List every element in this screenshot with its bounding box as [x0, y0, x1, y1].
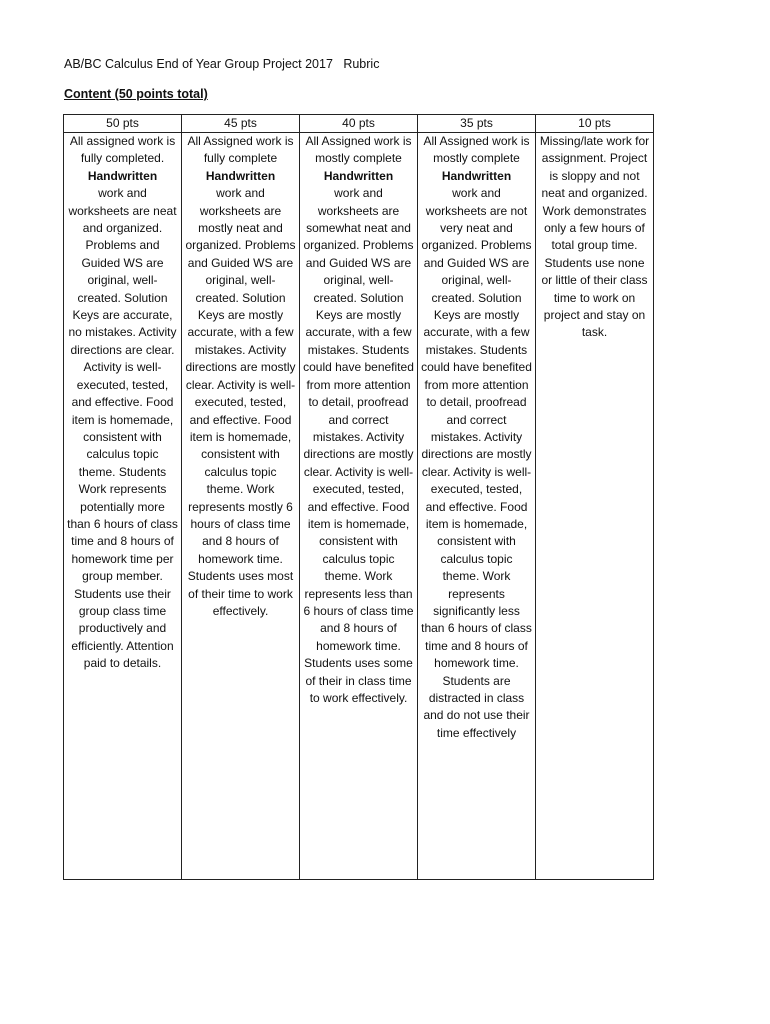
rubric-header-50: 50 pts [64, 115, 182, 133]
cell-lead-text: All assigned work is fully completed. [69, 134, 176, 166]
rubric-criteria-row [64, 133, 654, 880]
rubric-header-35: 35 pts [418, 115, 536, 133]
cell-emphasis-text: Handwritten [323, 168, 394, 183]
rubric-cell-45 [182, 133, 300, 880]
cell-body-text: work and worksheets are mostly neat and organized. Problems and Guided WS are original, well-created. Solution Keys are mostly accurate, with a few mistakes. Activity directions are mostly clear. Activity is well-executed, tested, and effective. Food item is homemade, consistent with calculus topic theme. Work represents mostly 6 hours of class time and 8 hours of homework time. Students uses most of their time to work effectively. [185, 186, 296, 618]
rubric-header-10: 10 pts [536, 115, 654, 133]
rubric-table [63, 114, 654, 880]
cell-emphasis-text: Handwritten [205, 168, 276, 183]
document-title: AB/BC Calculus End of Year Group Project 2017 Rubric [64, 57, 380, 71]
cell-body-text: work and worksheets are somewhat neat and organized. Problems and Guided WS are original, well-created. Solution Keys are mostly accurate, with a few mistakes. Students could have benefited from more attention to detail, proofread and correct mistakes. Activity directions are mostly clear. Activity is well-executed, tested, and effective. Food item is homemade, consistent with calculus topic theme. Work represents less than 6 hours of class time and 8 hours of homework time. Students uses some of their in class time to work effectively. [303, 186, 414, 705]
cell-lead-text: Missing/late work for assignment. Project is sloppy and not neat and organized. Work demonstrates only a few hours of total group time. Students use none or little of their class time to work on project and stay on task. [539, 134, 650, 340]
cell-body-text: work and worksheets are not very neat and organized. Problems and Guided WS are original, well-created. Solution Keys are mostly accurate, with a few mistakes. Students could have benefited from more attention to detail, proofread and correct mistakes. Activity directions are mostly clear. Activity is well-executed, tested, and effective. Food item is homemade, consistent with calculus topic theme. Work represents significantly less than 6 hours of class time and 8 hours of homework time. Students are distracted in class and do not use their time effectively [421, 186, 532, 740]
section-heading: Content (50 points total) [64, 87, 208, 101]
rubric-cell-35 [418, 133, 536, 880]
rubric-header-45: 45 pts [182, 115, 300, 133]
rubric-cell-50 [64, 133, 182, 880]
rubric-cell-40 [300, 133, 418, 880]
rubric-cell-10 [536, 133, 654, 880]
cell-lead-text: All Assigned work is mostly complete [423, 134, 530, 166]
cell-lead-text: All Assigned work is mostly complete [305, 134, 412, 166]
cell-emphasis-text: Handwritten [87, 168, 158, 183]
cell-lead-text: All Assigned work is fully complete [187, 134, 294, 166]
rubric-header-row [64, 115, 654, 133]
cell-body-text: work and worksheets are neat and organized. Problems and Guided WS are original, well-created. Solution Keys are accurate, no mistakes. Activity directions are clear. Activity is well-executed, tested, and effective. Food item is homemade, consistent with calculus topic theme. Students Work represents potentially more than 6 hours of class time and 8 hours of homework time per group member. Students use their group class time productively and efficiently. Attention paid to details. [67, 186, 178, 671]
rubric-header-40: 40 pts [300, 115, 418, 133]
cell-emphasis-text: Handwritten [441, 168, 512, 183]
